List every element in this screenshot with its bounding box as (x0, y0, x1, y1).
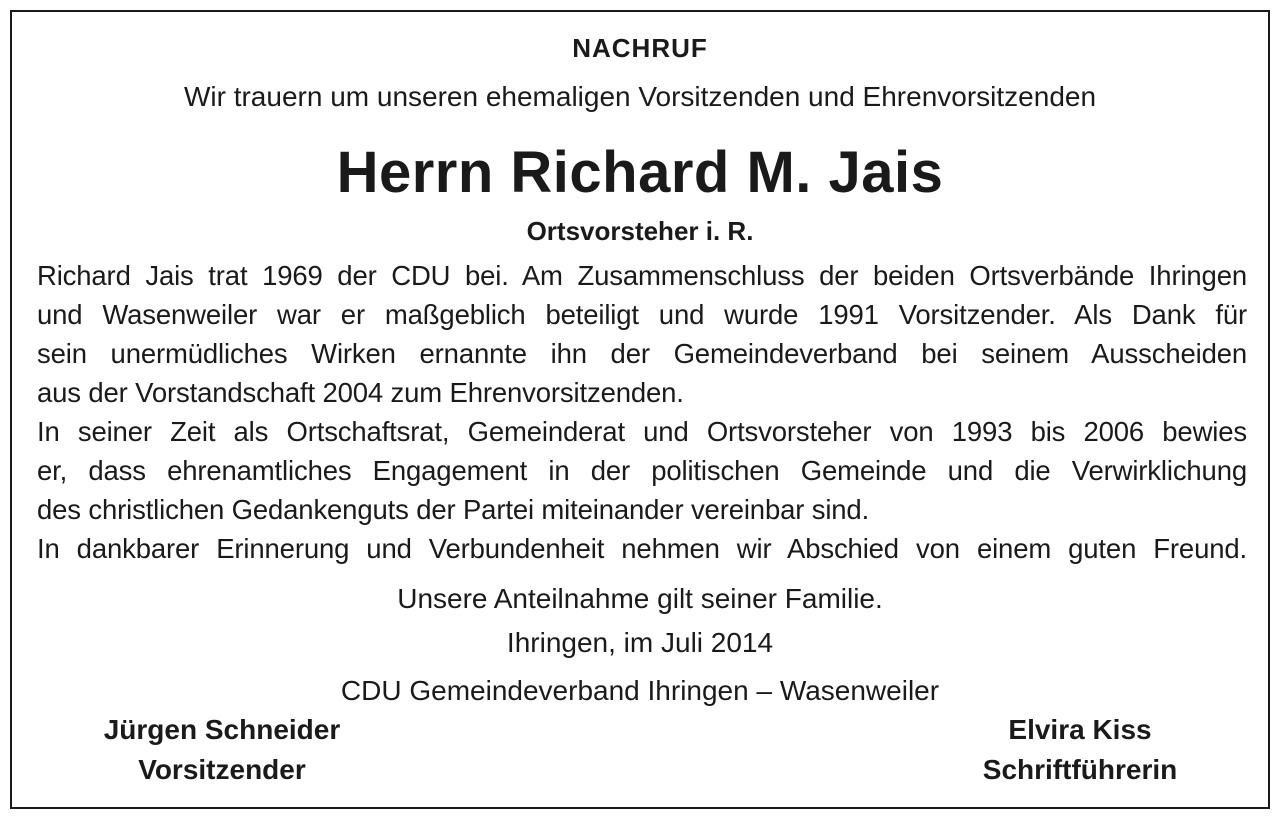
body-line-7: des christlichen Gedankenguts der Partei miteinander vereinbar sind. (37, 494, 870, 525)
body-line-6: er, dass ehrenamtliches Engagement in der politischen Gemeinde und die Verwirklichung (37, 455, 1247, 486)
body-line-2: und Wasenweiler war er maßgeblich beteiligt und wurde 1991 Vorsitzender. Als Dank für (37, 299, 1247, 330)
body-line-5: In seiner Zeit als Ortschaftsrat, Gemeinderat und Ortsvorsteher von 1993 bis 2006 bewies (37, 416, 1247, 447)
deceased-name: Herrn Richard M. Jais (336, 140, 944, 205)
notice-heading: NACHRUF (572, 33, 708, 63)
body-line-3: sein unermüdliches Wirken ernannte ihn der Gemeindeverband bei seinem Ausscheiden (37, 338, 1247, 369)
body-line-1: Richard Jais trat 1969 der CDU bei. Am Zusammenschluss der beiden Ortsverbände Ihringen (37, 260, 1247, 291)
body-line-4: aus der Vorstandschaft 2004 zum Ehrenvorsitzenden. (37, 377, 684, 408)
notice-intro: Wir trauern um unseren ehemaligen Vorsitzenden und Ehrenvorsitzenden (183, 81, 1097, 112)
signatory-role: Schriftführerin (982, 754, 1178, 785)
signatory-right (930, 710, 1230, 790)
place-date: Ihringen, im Juli 2014 (506, 627, 774, 658)
deceased-title: Ortsvorsteher i. R. (526, 216, 754, 246)
condolence-line: Unsere Anteilnahme gilt seiner Familie. (397, 583, 883, 614)
signatory-name: Elvira Kiss (1008, 714, 1152, 745)
signatory-left (72, 710, 372, 790)
signatory-name: Jürgen Schneider (103, 714, 341, 745)
body-line-8: In dankbarer Erinnerung und Verbundenheit nehmen wir Abschied von einem guten Freund. (37, 533, 1247, 564)
signatory-role: Vorsitzender (138, 754, 306, 785)
organization-name: CDU Gemeindeverband Ihringen – Wasenweiler (340, 675, 940, 706)
